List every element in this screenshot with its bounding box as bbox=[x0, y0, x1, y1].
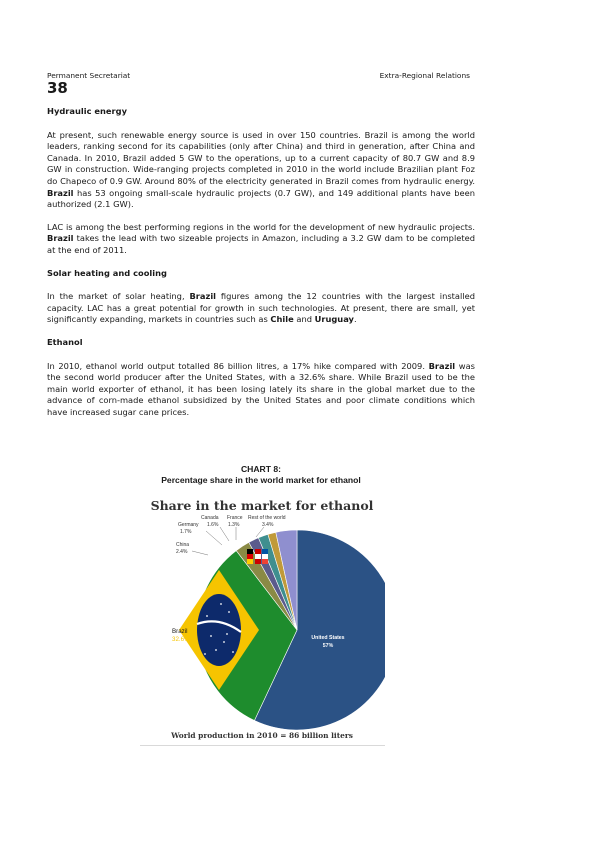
flag-star bbox=[228, 611, 230, 613]
small-flag-stripe bbox=[255, 559, 261, 564]
section-heading-ethanol: Ethanol bbox=[47, 336, 83, 347]
leader-line bbox=[220, 527, 229, 541]
small-flag-stripe bbox=[262, 554, 268, 559]
small-flag-stripe bbox=[247, 549, 253, 554]
small-flag-stripe bbox=[247, 559, 253, 564]
bold-country: Brazil bbox=[189, 291, 217, 302]
chart-title: Share in the market for ethanol bbox=[150, 498, 374, 513]
flag-star bbox=[223, 641, 225, 643]
flag-star bbox=[226, 633, 228, 635]
text-run: and bbox=[293, 314, 315, 325]
flag-blue-globe bbox=[197, 594, 241, 666]
flag-star bbox=[204, 653, 206, 655]
pie-label: 3.4% bbox=[262, 522, 274, 528]
small-flag-stripe bbox=[255, 549, 261, 554]
chart-caption-title: Percentage share in the world market for ethanol bbox=[161, 475, 361, 485]
pie-label: Germany bbox=[178, 522, 199, 528]
pie-label: 1.3% bbox=[228, 522, 240, 528]
flag-star bbox=[210, 635, 212, 637]
pie-label: 57% bbox=[322, 643, 334, 649]
text-run: . bbox=[353, 314, 357, 325]
pie-label: China bbox=[176, 542, 190, 548]
pie-label: United States bbox=[311, 635, 345, 641]
text-run: In the market of solar heating, bbox=[47, 291, 190, 302]
section-heading-hydraulic: Hydraulic energy bbox=[47, 106, 127, 116]
bold-country: Brazil bbox=[428, 360, 456, 371]
small-flag-stripe bbox=[262, 549, 268, 554]
flag-star bbox=[220, 603, 222, 605]
pie-label: France bbox=[227, 515, 243, 521]
paragraph-ethanol-1 bbox=[47, 361, 475, 419]
leader-line bbox=[256, 527, 264, 537]
body-text bbox=[47, 106, 475, 429]
small-flag-stripe bbox=[247, 554, 253, 559]
running-header-left: Permanent Secretariat bbox=[47, 71, 131, 80]
leader-line bbox=[192, 551, 208, 555]
paragraph-solar-1 bbox=[47, 291, 475, 326]
pie-label: 32.6% bbox=[172, 636, 190, 643]
text-run: figures among the 12 countries with the largest installed capacity. LAC has a great potential for growth in such technologies. At present, there are small, yet significantly expanding, markets in countries such as bbox=[47, 291, 475, 325]
chart-caption-number: CHART 8: bbox=[240, 464, 282, 474]
pie-label: 2.4% bbox=[176, 549, 188, 555]
ethanol-pie-figure bbox=[140, 493, 385, 746]
small-flag-stripe bbox=[255, 554, 261, 559]
paragraph-hydraulic-1 bbox=[47, 130, 475, 211]
text-run: was the second world producer after the United States, with a 32.6% share. While Brazil used to be the main world exporter of ethanol, it has been losing lately its share in the global market due to the advance of corn-made ethanol subsidized by the United States and poor climate conditions which have increased sugar cane prices. bbox=[47, 360, 475, 417]
running-header-right: Extra-Regional Relations bbox=[379, 71, 470, 80]
pie-label: Brazil bbox=[172, 628, 188, 635]
pie-label: 1.7% bbox=[180, 529, 192, 535]
chart-footer: World production in 2010 = 86 billion liters bbox=[171, 731, 353, 740]
section-heading-solar: Solar heating and cooling bbox=[47, 267, 167, 278]
paragraph-hydraulic-2 bbox=[47, 222, 475, 257]
text-run: In 2010, ethanol world output totalled 86 billion litres, a 17% hike compared with 2009. bbox=[47, 360, 429, 371]
pie-label: 1.6% bbox=[207, 522, 219, 528]
bold-country: Brazil bbox=[47, 187, 74, 198]
small-flag-stripe bbox=[262, 559, 268, 564]
leader-line bbox=[206, 531, 222, 545]
bold-country: Uruguay bbox=[314, 314, 354, 325]
ethanol-pie-chart bbox=[140, 493, 385, 745]
pie-label: Canada bbox=[201, 515, 219, 521]
flag-star bbox=[206, 615, 208, 617]
flag-star bbox=[232, 651, 234, 653]
bold-country: Chile bbox=[270, 314, 294, 325]
pie-label: Rest of the world bbox=[248, 515, 286, 521]
page-number: 38 bbox=[47, 79, 68, 97]
flag-star bbox=[215, 649, 217, 651]
text-run: takes the lead with two sizeable projects in Amazon, including a 3.2 GW dam to be completed at the end of 2011. bbox=[47, 233, 475, 255]
chart-caption bbox=[47, 464, 475, 486]
text-run: has 53 ongoing small-scale hydraulic projects (0.7 GW), and 149 additional plants have been authorized (2.1 GW). bbox=[47, 187, 475, 210]
text-run: At present, such renewable energy source is used in over 150 countries. Brazil is among the world leaders, ranking second for its capabilities (only after China) and third in generation, after China and Canada. In 2010, Brazil added 5 GW to the operations, up to a current capacity of 80.7 GW and 8.9 GW in construction. Wide-ranging projects completed in 2010 in the world include Brazilian plant Foz do Chapeco of 0.9 GW. Around 80% of the electricity generated in Brazil comes from hydraulic energy. bbox=[47, 129, 475, 186]
text-run: LAC is among the best performing regions in the world for the development of new hydraulic projects. bbox=[47, 221, 475, 232]
bold-country: Brazil bbox=[47, 233, 74, 244]
